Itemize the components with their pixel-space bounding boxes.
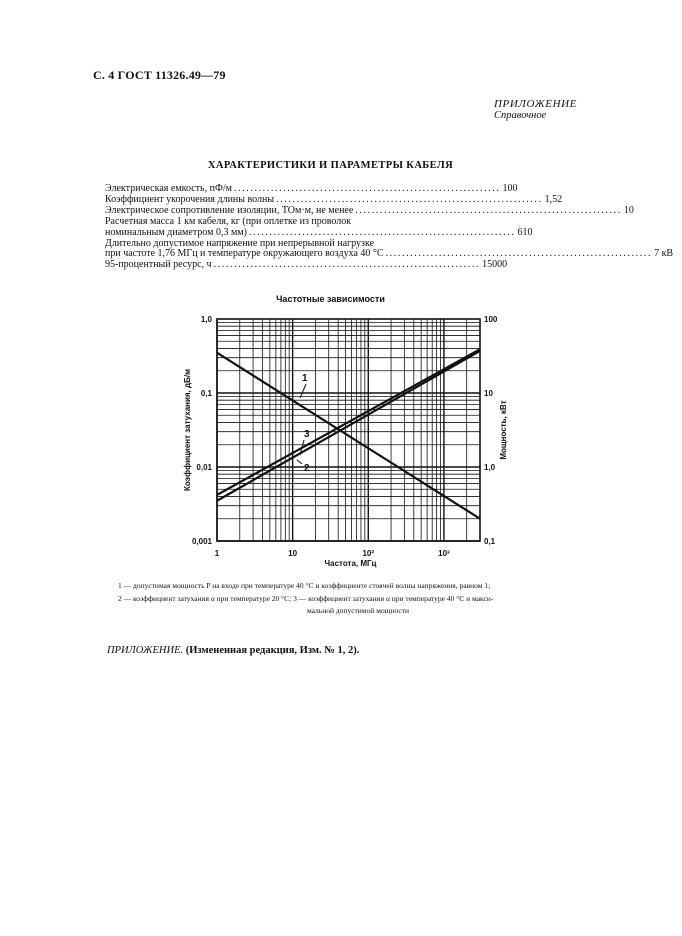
param-label: Коэффициент укорочения длины волны — [105, 193, 275, 205]
caption-line-2: 2 — коэффициент затухания α при температуре 20 °С; 3 — коэффициент затухания α при температуре 40 °С и макси- — [118, 593, 494, 603]
y-right-tick-label: 100 — [484, 315, 498, 324]
y-left-tick-label: 0,01 — [196, 463, 212, 472]
footer-appendix: ПРИЛОЖЕНИЕ. — [107, 645, 184, 656]
y-right-tick-label: 1,0 — [484, 463, 496, 472]
y-left-tick-label: 0,001 — [191, 537, 212, 546]
y-left-tick-label: 1,0 — [200, 315, 212, 324]
param-value: 610 — [517, 226, 533, 238]
chart-title: Частотные зависимости — [276, 294, 385, 304]
leader-dots: ................................................................. — [248, 226, 516, 238]
caption-line-3: мальной допустимой мощности — [306, 606, 410, 616]
param-value: 1,52 — [544, 193, 563, 205]
caption-line-1: 1 — допустимая мощность P на входе при температуре 40 °С и коэффициенте стоячей волны напряжения, равном 1; — [118, 581, 491, 590]
param-label: Электрическая емкость, пФ/м — [105, 183, 232, 194]
curve-label-leader — [297, 460, 302, 464]
y-left-tick-label: 0,1 — [200, 389, 212, 398]
leader-dots: ................................................................. — [276, 193, 543, 205]
x-tick-label: 10 — [288, 549, 298, 558]
footer-note — [107, 645, 359, 656]
y-axis-right-label: Мощность, кВт — [499, 400, 508, 460]
section-title: ХАРАКТЕРИСТИКИ И ПАРАМЕТРЫ КАБЕЛЯ — [207, 160, 454, 171]
y-axis-left-label: Коэффициент затухания, дБ/м — [183, 369, 192, 491]
param-value: 7 кВ — [654, 248, 674, 260]
chart-ticks — [192, 315, 498, 558]
param-label: 95-процентный ресурс, ч — [105, 259, 212, 271]
footer-revision: (Измененная редакция, Изм. № 1, 2). — [185, 645, 360, 656]
y-right-tick-label: 0,1 — [484, 537, 496, 546]
x-tick-label: 1 — [214, 549, 220, 558]
leader-dots: ................................................................. — [355, 204, 622, 216]
curve-label-leader — [300, 384, 306, 398]
param-label: Электрическое сопротивление изоляции, ТОм·м, не менее — [105, 204, 354, 216]
param-value: 15000 — [482, 259, 508, 271]
curve-label-1: 1 — [302, 373, 308, 384]
param-label: при частоте 1,76 МГц и температуре окружающего воздуха 40 °С — [105, 248, 384, 260]
leader-dots: ................................................................. — [233, 183, 501, 194]
leader-dots: ................................................................. — [213, 259, 481, 271]
param-label: номинальным диаметром 0,3 мм) — [105, 226, 247, 238]
figure-caption — [118, 580, 598, 618]
param-value: 10 — [623, 204, 634, 216]
appendix-type: Справочное — [494, 110, 547, 121]
x-axis-label: Частота, МГц — [324, 559, 377, 568]
curve-label-3: 3 — [304, 429, 310, 440]
param-label: Расчетная масса 1 км кабеля, кг (при оплетке из проволок — [105, 215, 352, 227]
curve-label-2: 2 — [304, 463, 310, 474]
x-tick-label: 10³ — [438, 549, 450, 558]
y-right-tick-label: 10 — [484, 389, 493, 398]
param-value: 100 — [502, 183, 518, 194]
page-header: С. 4 ГОСТ 11326.49—79 — [93, 68, 226, 82]
appendix-label: ПРИЛОЖЕНИЕ — [494, 98, 577, 110]
param-label: Длительно допустимое напряжение при непрерывной нагрузке — [105, 237, 375, 249]
x-tick-label: 10² — [362, 549, 375, 558]
leader-dots: ................................................................. — [385, 248, 653, 260]
chart-grid — [217, 319, 480, 541]
